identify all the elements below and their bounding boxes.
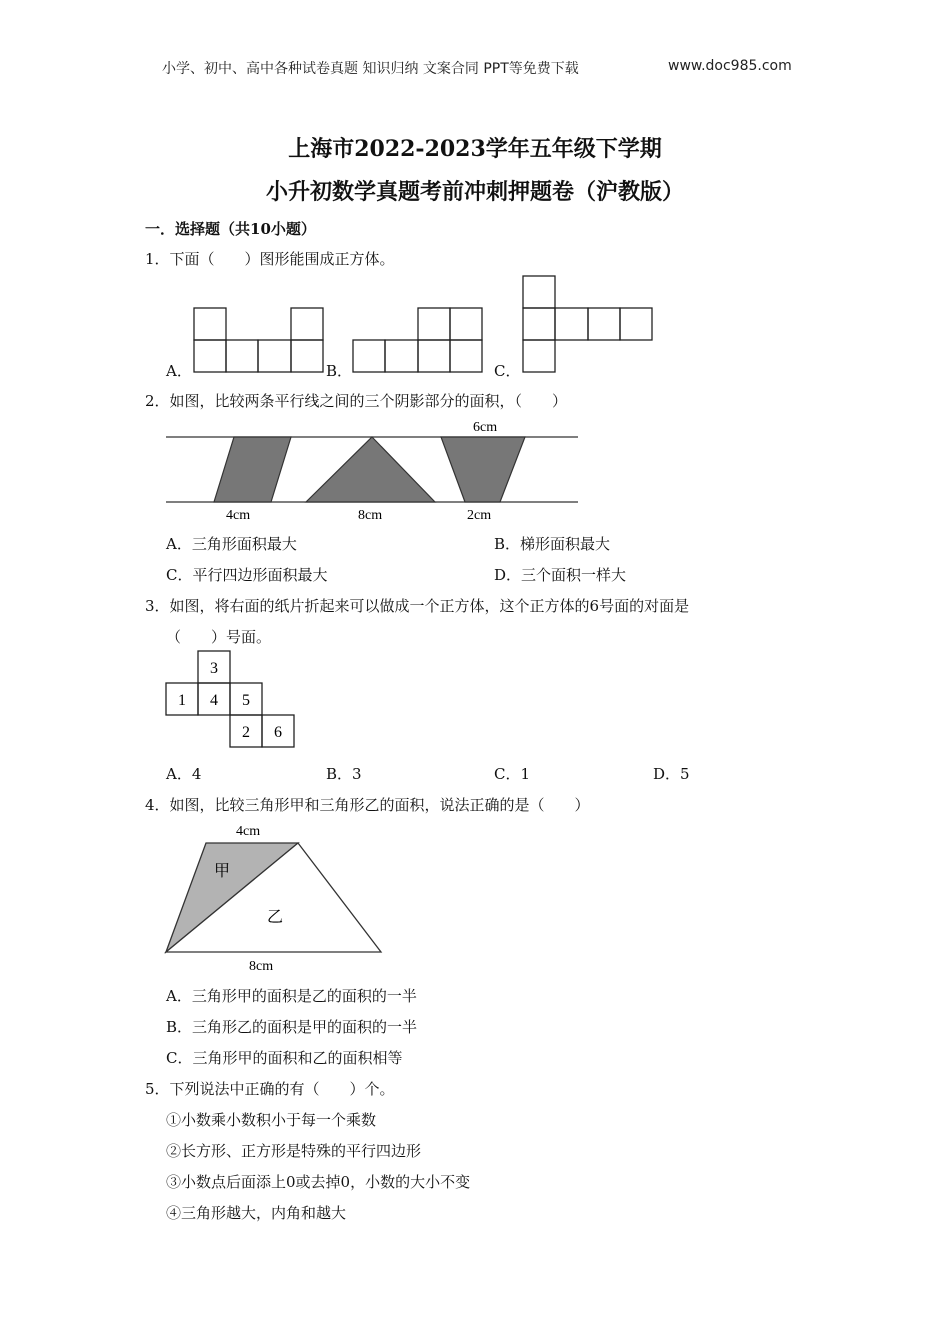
q3-option-a: A．4	[166, 765, 202, 783]
q3-option-b: B．3	[326, 765, 362, 783]
section-heading: 一．选择题（共10小题）	[145, 220, 316, 238]
q1-option-b: B．	[326, 362, 353, 380]
q1-option-a: A．	[166, 362, 192, 380]
q4-option-b: B．三角形乙的面积是甲的面积的一半	[166, 1018, 418, 1036]
q2-option-d: D．三个面积一样大	[494, 566, 627, 584]
face-3: 3	[210, 660, 218, 677]
title-line-2: 小升初数学真题考前冲刺押题卷（沪教版）	[265, 179, 684, 205]
label-yi: 乙	[267, 909, 284, 926]
face-1: 1	[178, 692, 186, 709]
q2-option-b: B．梯形面积最大	[494, 535, 611, 553]
q5-stem: 5．下列说法中正确的有（ ）个。	[145, 1080, 395, 1098]
face-6: 6	[274, 724, 282, 741]
header-url[interactable]: www.doc985.com	[668, 58, 792, 74]
label-bottom-8cm: 8cm	[249, 959, 274, 974]
label-4cm: 4cm	[226, 508, 251, 523]
face-5: 5	[242, 692, 250, 709]
label-6cm: 6cm	[473, 420, 498, 435]
q3-stem-line2: （ ）号面。	[166, 628, 272, 646]
label-jia: 甲	[214, 863, 231, 880]
q4-stem: 4．如图，比较三角形甲和三角形乙的面积，说法正确的是（ ）	[145, 796, 590, 814]
q2-option-a: A．三角形面积最大	[166, 535, 297, 553]
header-tagline: 小学、初中、高中各种试卷真题 知识归纳 文案合同 PPT等免费下载	[162, 61, 579, 77]
q2-stem: 2．如图，比较两条平行线之间的三个阴影部分的面积，（ ）	[145, 392, 568, 410]
q3-stem-line1: 3．如图，将右面的纸片折起来可以做成一个正方体，这个正方体的6号面的对面是	[145, 597, 690, 615]
q4-option-a: A．三角形甲的面积是乙的面积的一半	[166, 987, 417, 1005]
q1-option-c: C．	[494, 362, 521, 380]
q5-statement-2: ②长方形、正方形是特殊的平行四边形	[166, 1142, 422, 1160]
q4-option-c: C．三角形甲的面积和乙的面积相等	[166, 1049, 403, 1067]
face-4: 4	[210, 692, 218, 709]
q3-option-d: D．5	[653, 765, 690, 783]
label-2cm: 2cm	[467, 508, 492, 523]
q1-stem: 1．下面（ ）图形能围成正方体。	[145, 250, 395, 268]
q5-statement-4: ④三角形越大，内角和越大	[166, 1204, 347, 1222]
label-top-4cm: 4cm	[236, 824, 261, 839]
label-8cm: 8cm	[358, 508, 383, 523]
q2-option-c: C．平行四边形面积最大	[166, 566, 328, 584]
face-2: 2	[242, 724, 250, 741]
q5-statement-3: ③小数点后面添上0或去掉0，小数的大小不变	[166, 1173, 471, 1191]
q5-statement-1: ①小数乘小数积小于每一个乘数	[166, 1111, 377, 1129]
title-line-1: 上海市2022-2023学年五年级下学期	[288, 136, 662, 162]
q3-option-c: C．1	[494, 765, 531, 783]
